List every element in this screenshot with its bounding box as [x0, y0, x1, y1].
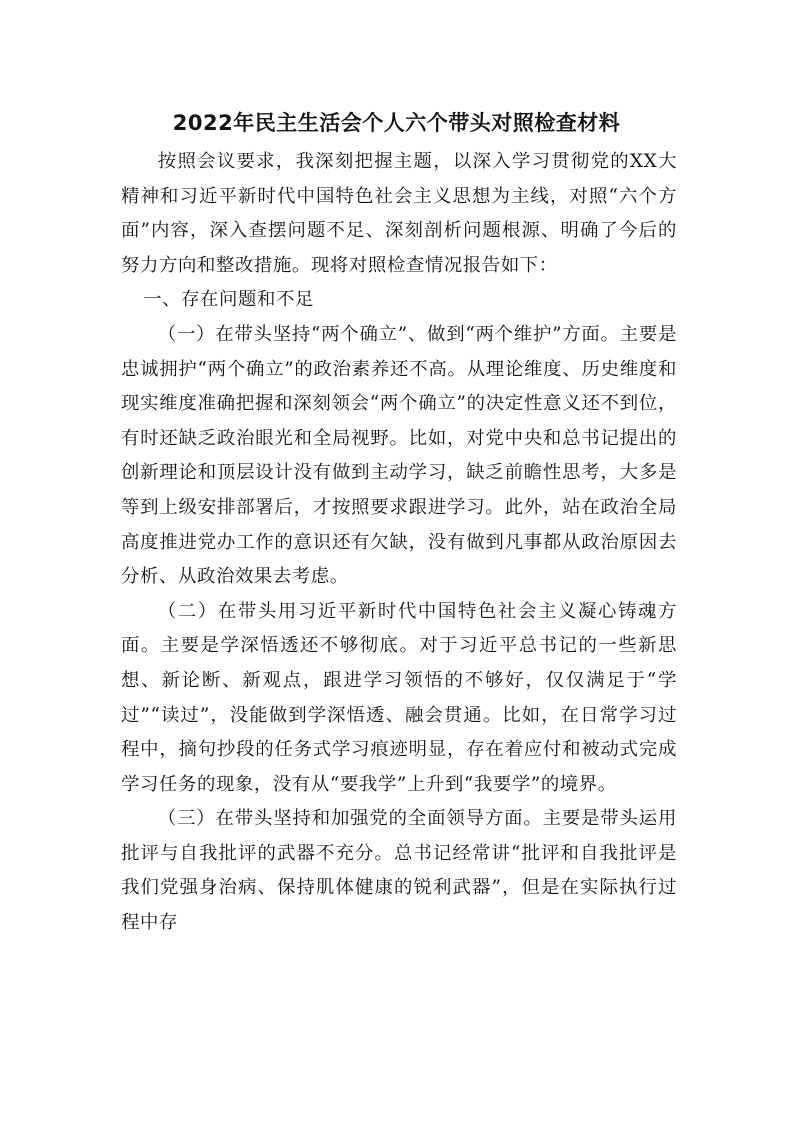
intro-paragraph: 按照会议要求，我深刻把握主题，以深入学习贯彻党的XX大精神和习近平新时代中国特色社会主义思想为主线，对照“六个方面”内容，深入查摆问题不足、深刻剖析问题根源、明确了今后的努力方向和整改措施。现将对照检查情况报告如下： [121, 151, 677, 276]
paragraph-item-1: （一）在带头坚持“两个确立”、做到“两个维护”方面。主要是忠诚拥护“两个确立”的政治素养还不高。从理论维度、历史维度和现实维度准确把握和深刻领会“两个确立”的决定性意义还不到位，有时还缺乏政治眼光和全局视野。比如，对党中央和总书记提出的创新理论和顶层设计没有做到主动学习，缺乏前瞻性思考，大多是等到上级安排部署后，才按照要求跟进学习。此外，站在政治全局高度推进党办工作的意识还有欠缺，没有做到凡事都从政治原因去分析、从政治效果去考虑。 [121, 323, 677, 588]
paragraph-item-2: （二）在带头用习近平新时代中国特色社会主义凝心铸魂方面。主要是学深悟透还不够彻底。对于习近平总书记的一些新思想、新论断、新观点，跟进学习领悟的不够好，仅仅满足于“学过”“读过”，没能做到学深悟透、融会贯通。比如，在日常学习过程中，摘句抄段的任务式学习痕迹明显，存在着应付和被动式完成学习任务的现象，没有从“要我学”上升到“我要学”的境界。 [121, 600, 677, 795]
document-title: 2022年民主生活会个人六个带头对照检查材料 [172, 111, 621, 135]
document-body [121, 145, 677, 941]
paragraph-item-3: （三）在带头坚持和加强党的全面领导方面。主要是带头运用批评与自我批评的武器不充分。总书记经常讲“批评和自我批评是我们党强身治病、保持肌体健康的锐利武器”，但是在实际执行过程中存 [121, 808, 677, 934]
section-heading-problems: 一、存在问题和不足 [143, 289, 314, 311]
